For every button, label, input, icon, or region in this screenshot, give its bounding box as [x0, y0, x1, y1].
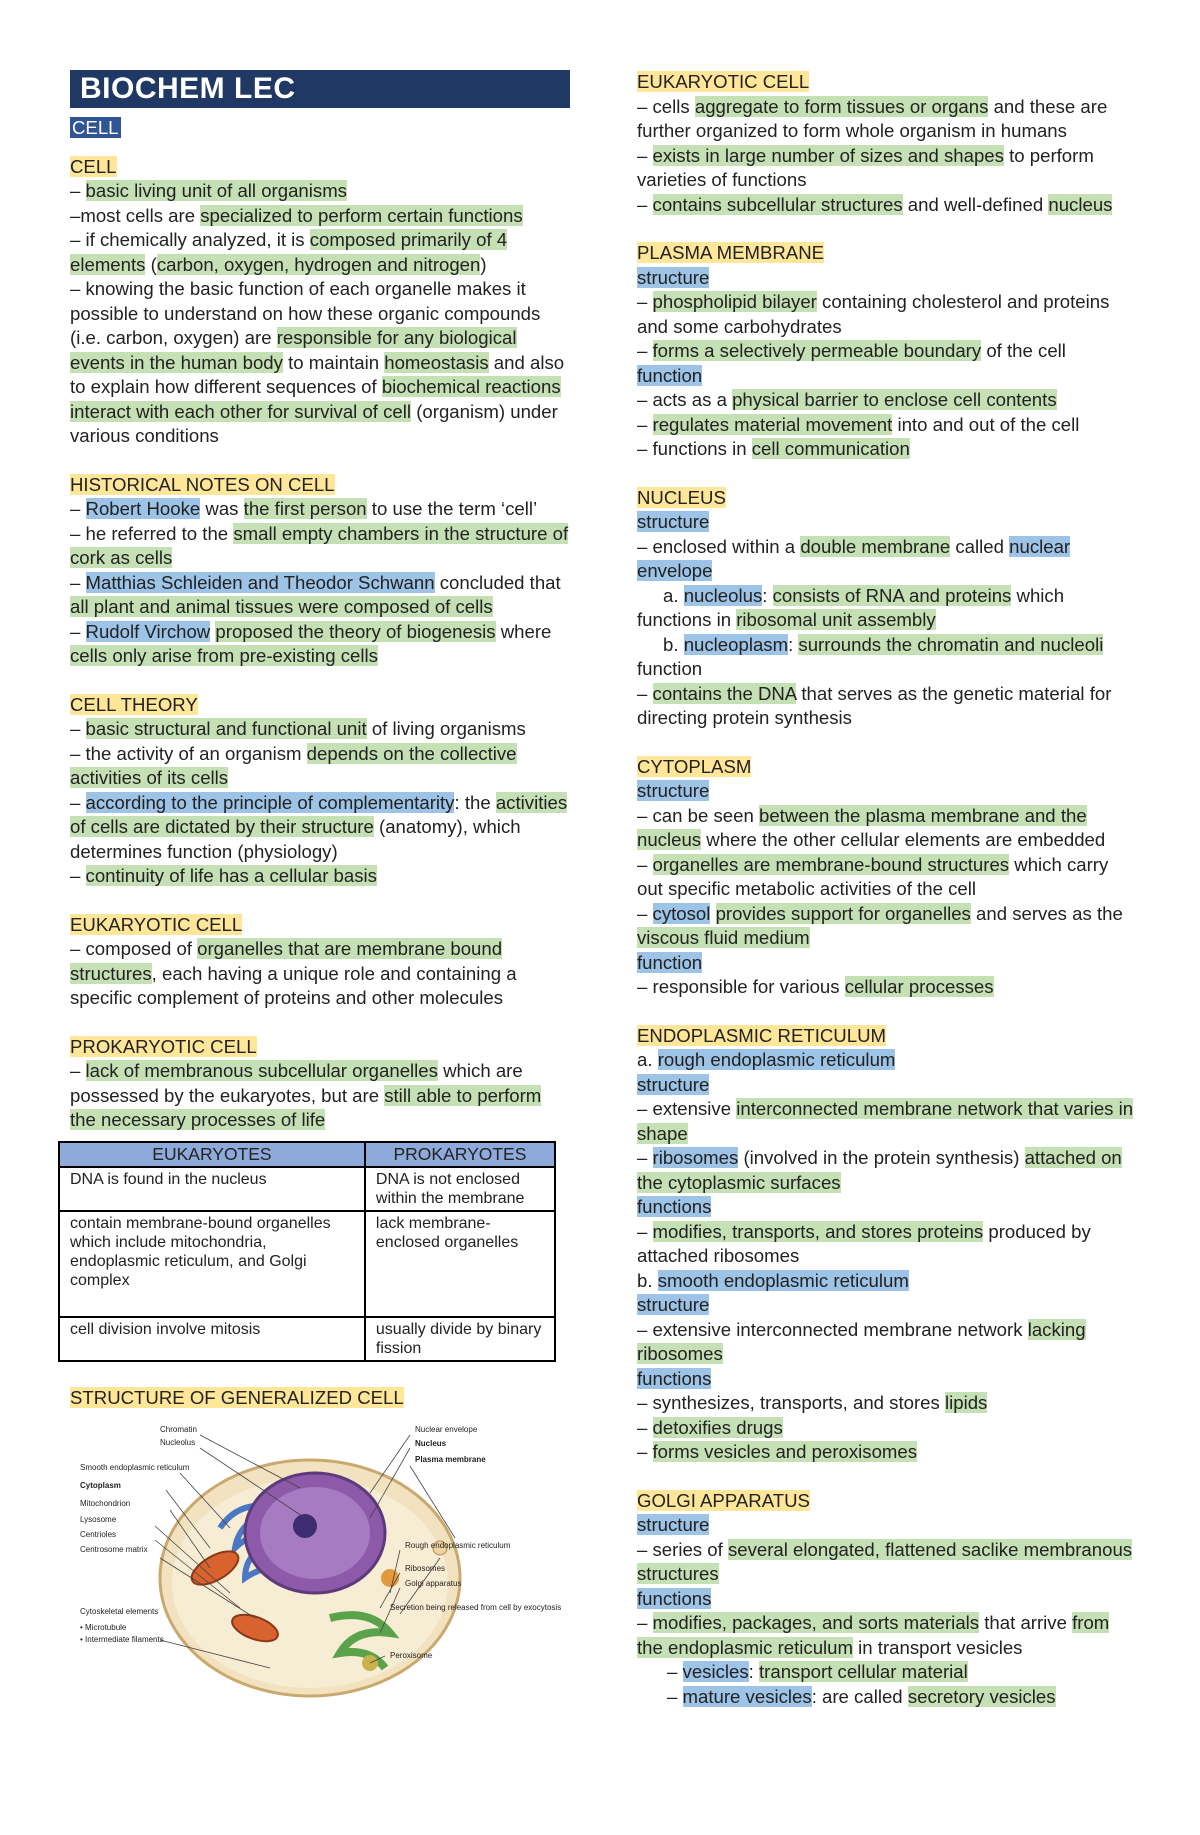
bullet: [637, 1318, 1137, 1367]
text-fragment: nucleolus: [683, 584, 763, 606]
text-fragment: –: [637, 340, 653, 361]
cell-diagram-svg: [70, 1418, 562, 1708]
text-fragment: – knowing the basic function of each organelle makes it possible to understand on how these organic compounds (i.e. carbon, oxygen) are: [70, 278, 541, 348]
table-cell: cell division involve mitosis: [59, 1317, 365, 1361]
text-fragment: and well-defined: [902, 193, 1049, 215]
subheading: function: [637, 364, 703, 386]
text-fragment: lacking ribosomes: [637, 1318, 1086, 1364]
text-fragment: homeostasis: [384, 351, 489, 373]
label-centrosome: Centrosome matrix: [80, 1545, 148, 1554]
text-fragment: –: [70, 180, 86, 201]
bullet: [637, 388, 1137, 413]
text-fragment: –most cells are: [70, 204, 201, 226]
table-cell: DNA is found in the nucleus: [59, 1167, 365, 1211]
bullet: [70, 571, 570, 620]
text-fragment: basic living unit of all organisms: [85, 180, 347, 201]
table-cell: usually divide by binary fission: [365, 1317, 555, 1361]
text-fragment: to maintain: [282, 351, 385, 373]
text-fragment: consists of RNA and proteins: [772, 584, 1012, 606]
text-fragment: rough endoplasmic reticulum: [657, 1049, 896, 1070]
text-fragment: called: [950, 535, 1010, 557]
text-fragment: modifies, packages, and sorts materials: [652, 1612, 980, 1633]
label-peroxisome: Peroxisome: [390, 1651, 433, 1660]
text-fragment: –: [70, 498, 86, 519]
text-fragment: vesicles: [682, 1661, 749, 1682]
text-fragment: all plant and animal tissues were composed of cells: [70, 596, 493, 617]
label-centrioles: Centrioles: [80, 1530, 117, 1539]
bullet: [637, 144, 1137, 193]
subheading: structure: [637, 1073, 710, 1095]
text-fragment: detoxifies drugs: [652, 1416, 783, 1438]
label-golgi: Golgi apparatus: [405, 1579, 462, 1588]
text-fragment: several elongated, flattened saclike membranous structures: [637, 1538, 1133, 1584]
text-fragment: containing cholesterol and proteins and some carbohydrates: [637, 291, 1110, 337]
text-fragment: (involved in the protein synthesis): [738, 1147, 1025, 1168]
label-smooth-er: Smooth endoplasmic reticulum: [80, 1463, 190, 1472]
text-fragment: basic structural and functional unit: [85, 718, 367, 739]
section-heading: EUKARYOTIC CELL: [637, 71, 810, 92]
label-lysosome: Lysosome: [80, 1515, 117, 1524]
text-fragment: small empty chambers in the structure of cork as cells: [70, 522, 569, 568]
section-heading: PROKARYOTIC CELL: [70, 1035, 257, 1057]
label-cytoplasm: Cytoplasm: [80, 1481, 121, 1490]
text-fragment: –: [637, 1441, 653, 1462]
text-fragment: function: [637, 658, 703, 679]
text-fragment: produced by attached ribosomes: [637, 1220, 1091, 1266]
text-fragment: : the: [454, 791, 496, 813]
text-fragment: that serves as the genetic material for directing protein synthesis: [637, 682, 1112, 728]
subsection-label: [637, 1269, 1137, 1294]
section-heading: CELL THEORY: [70, 693, 198, 715]
text-fragment: according to the principle of complementarity: [85, 791, 455, 813]
bullet: [637, 1685, 1137, 1710]
bullet: [637, 1097, 1137, 1146]
comparison-table: [58, 1141, 556, 1362]
text-fragment: – cells: [637, 95, 695, 117]
table-header-row: [59, 1142, 555, 1167]
text-fragment: responsible for any biological events in the human body: [70, 327, 517, 373]
text-fragment: –: [637, 902, 653, 924]
label-ribosomes: Ribosomes: [405, 1564, 446, 1573]
bullet: [637, 1660, 1137, 1685]
cell-diagram: [70, 1418, 562, 1708]
section-heading: CYTOPLASM: [637, 755, 752, 777]
text-fragment: forms a selectively permeable boundary: [652, 340, 982, 361]
text-fragment: –: [70, 718, 86, 739]
bullet: [637, 1220, 1137, 1269]
section-cell-theory: [70, 693, 570, 889]
subsection-label: [637, 1048, 1137, 1073]
bullet: [70, 277, 570, 449]
section-heading: STRUCTURE OF GENERALIZED CELL: [70, 1386, 404, 1408]
section-cell: [70, 155, 570, 449]
text-fragment: phospholipid bilayer: [652, 291, 817, 312]
label-nucleolus: Nucleolus: [160, 1438, 196, 1447]
text-fragment: –: [637, 413, 653, 435]
text-fragment: – can be seen: [637, 804, 759, 826]
text-fragment: the first person: [243, 498, 367, 519]
subheading: functions: [637, 1196, 712, 1217]
subheading: structure: [637, 1294, 710, 1315]
text-fragment: (: [145, 253, 157, 275]
bullet: [70, 864, 570, 889]
text-fragment: between the plasma membrane and the nucleus: [637, 804, 1087, 850]
text-fragment: –: [637, 1147, 653, 1168]
text-fragment: was: [200, 498, 244, 519]
bullet: [70, 204, 570, 229]
text-fragment: specialized to perform certain functions: [200, 204, 523, 226]
text-fragment: (anatomy), which determines function (physiology): [70, 816, 521, 862]
bullet: [70, 717, 570, 742]
text-fragment: where the other cellular elements are embedded: [701, 829, 1106, 850]
text-fragment: cytosol: [652, 902, 711, 924]
bullet: [70, 179, 570, 204]
text-fragment: –: [637, 1612, 653, 1633]
text-fragment: , each having a unique role and containing a specific complement of proteins and other molecules: [70, 962, 517, 1008]
bullet: [637, 1146, 1137, 1195]
text-fragment: continuity of life has a cellular basis: [85, 865, 377, 886]
section-heading: GOLGI APPARATUS: [637, 1489, 810, 1511]
label-plasma-membrane: Plasma membrane: [415, 1455, 486, 1464]
bullet: [70, 937, 570, 1011]
text-fragment: depends on the collective activities of its cells: [70, 742, 517, 788]
right-column: [637, 70, 1137, 1733]
text-fragment: – acts as a: [637, 389, 733, 410]
text-fragment: b.: [637, 1269, 658, 1291]
section-eukaryotic-cell-2: [637, 70, 1137, 217]
section-plasma-membrane: [637, 241, 1137, 462]
bullet: [637, 339, 1137, 364]
text-fragment: –: [70, 791, 86, 813]
bullet: [637, 1440, 1137, 1465]
text-fragment: –: [637, 853, 653, 875]
bullet: [637, 1416, 1137, 1441]
section-eukaryotic-cell: [70, 913, 570, 1011]
nucleoplasm-shape: [260, 1487, 370, 1579]
text-fragment: transport cellular material: [759, 1661, 968, 1682]
table-row: [59, 1167, 555, 1211]
text-fragment: cell communication: [751, 438, 910, 459]
text-fragment: in transport vesicles: [853, 1636, 1023, 1658]
text-fragment: regulates material movement: [652, 413, 893, 435]
text-fragment: –: [70, 620, 86, 642]
section-heading: CELL: [70, 155, 117, 177]
section-heading: HISTORICAL NOTES ON CELL: [70, 473, 335, 495]
subheading: structure: [637, 780, 710, 801]
left-column: [70, 70, 570, 1708]
label-chromatin: Chromatin: [160, 1425, 197, 1434]
text-fragment: of the cell: [981, 340, 1066, 361]
text-fragment: – synthesizes, transports, and stores: [637, 1392, 945, 1413]
text-fragment: viscous fluid medium: [637, 927, 810, 948]
text-fragment: Matthias Schleiden and Theodor Schwann: [85, 571, 435, 593]
section-heading: EUKARYOTIC CELL: [70, 913, 243, 935]
text-fragment: which are possessed by the eukaryotes, but are: [70, 1060, 523, 1106]
text-fragment: – extensive: [637, 1098, 737, 1119]
column-header: EUKARYOTES: [59, 1142, 365, 1167]
text-fragment: cellular processes: [844, 976, 994, 997]
text-fragment: modifies, transports, and stores proteins: [652, 1220, 984, 1242]
text-fragment: –: [637, 291, 653, 312]
text-fragment: secretory vesicles: [907, 1685, 1056, 1707]
text-fragment: mature vesicles: [682, 1685, 812, 1707]
text-fragment: contains the DNA: [652, 682, 797, 704]
text-fragment: biochemical reactions interact with each other for survival of cell: [70, 376, 561, 422]
subheading: structure: [637, 1514, 710, 1535]
text-fragment: (organism) under various conditions: [70, 400, 558, 446]
text-fragment: :: [748, 1661, 759, 1682]
text-fragment: double membrane: [800, 535, 951, 557]
label-nuclear-envelope: Nuclear envelope: [415, 1425, 478, 1434]
text-fragment: ribosomes: [652, 1147, 739, 1168]
bullet: [637, 633, 1137, 682]
bullet: [70, 228, 570, 277]
text-fragment: physical barrier to enclose cell contents: [732, 389, 1057, 410]
section-heading: ENDOPLASMIC RETICULUM: [637, 1024, 886, 1046]
text-fragment: ): [480, 253, 487, 275]
text-fragment: –: [667, 1685, 683, 1707]
text-fragment: from the endoplasmic reticulum: [637, 1612, 1110, 1658]
text-fragment: –: [637, 144, 653, 166]
text-fragment: –: [667, 1661, 683, 1682]
bullet: [637, 902, 1137, 951]
text-fragment: : are called: [811, 1685, 908, 1707]
text-fragment: organelles that are membrane bound structures: [70, 938, 503, 984]
text-fragment: forms vesicles and peroxisomes: [652, 1441, 918, 1462]
document-title: BIOCHEM LEC: [70, 70, 570, 108]
text-fragment: which functions in: [637, 584, 1065, 630]
text-fragment: –: [637, 1416, 653, 1438]
text-fragment: –: [637, 193, 653, 215]
section-endoplasmic-reticulum: [637, 1024, 1137, 1465]
text-fragment: proposed the theory of biogenesis: [215, 620, 496, 642]
subheading: functions: [637, 1587, 712, 1609]
text-fragment: – if chemically analyzed, it is: [70, 229, 310, 250]
bullet: [637, 682, 1137, 731]
lysosome-shape: [381, 1569, 399, 1587]
text-fragment: –: [637, 682, 653, 704]
section-golgi-apparatus: [637, 1489, 1137, 1710]
bullet: [637, 1538, 1137, 1587]
bullet: [70, 742, 570, 791]
text-fragment: ribosomal unit assembly: [736, 609, 936, 630]
bullet: [637, 1391, 1137, 1416]
text-fragment: – the activity of an organism: [70, 742, 307, 764]
table-cell: lack membrane-enclosed organelles: [365, 1211, 555, 1317]
text-fragment: that arrive: [979, 1612, 1073, 1633]
text-fragment: –: [70, 571, 86, 593]
bullet: [70, 497, 570, 522]
text-fragment: –: [637, 1220, 653, 1242]
bullet: [70, 791, 570, 865]
bullet: [637, 804, 1137, 853]
text-fragment: attached on the cytoplasmic surfaces: [637, 1147, 1122, 1193]
subheading: structure: [637, 266, 710, 288]
text-fragment: :: [762, 584, 773, 606]
section-heading: NUCLEUS: [637, 486, 726, 508]
text-fragment: into and out of the cell: [892, 413, 1080, 435]
label-secretion: Secretion being released from cell by exocytosis: [390, 1603, 562, 1612]
text-fragment: activities of cells are dictated by their structure: [70, 791, 568, 837]
label-mitochondrion: Mitochondrion: [80, 1499, 131, 1508]
bullet: [637, 290, 1137, 339]
section-history: [70, 473, 570, 669]
text-fragment: – responsible for various: [637, 976, 845, 997]
bullet: [637, 1611, 1137, 1660]
text-fragment: nucleus: [1048, 193, 1113, 215]
label-microtubule: • Microtubule: [80, 1623, 127, 1632]
text-fragment: a.: [663, 584, 684, 606]
label-rough-er: Rough endoplasmic reticulum: [405, 1541, 511, 1550]
section-heading: PLASMA MEMBRANE: [637, 242, 825, 263]
text-fragment: –: [70, 865, 86, 886]
text-fragment: a.: [637, 1049, 658, 1070]
table-cell: contain membrane-bound organelles which include mitochondria, endoplasmic reticulum, and Golgi complex: [59, 1211, 365, 1317]
subheading: functions: [637, 1367, 712, 1389]
text-fragment: b.: [663, 633, 684, 655]
bullet: [637, 853, 1137, 902]
label-intermediate: • Intermediate filaments: [80, 1635, 164, 1644]
bullet: [637, 975, 1137, 1000]
text-fragment: – enclosed within a: [637, 535, 801, 557]
text-fragment: – functions in: [637, 438, 752, 459]
section-nucleus: [637, 486, 1137, 731]
text-fragment: carbon, oxygen, hydrogen and nitrogen: [156, 253, 481, 275]
bullet: [637, 437, 1137, 462]
text-fragment: contains subcellular structures: [652, 193, 903, 215]
text-fragment: interconnected membrane network that varies in shape: [637, 1098, 1134, 1144]
text-fragment: – he referred to the: [70, 522, 234, 544]
table-cell: DNA is not enclosed within the membrane: [365, 1167, 555, 1211]
text-fragment: Robert Hooke: [85, 498, 201, 519]
bullet: [637, 584, 1137, 633]
bullet: [70, 620, 570, 669]
text-fragment: where: [495, 620, 552, 642]
text-fragment: lack of membranous subcellular organelles: [85, 1060, 438, 1081]
text-fragment: concluded that: [434, 571, 561, 593]
subheading: function: [637, 951, 703, 973]
text-fragment: Rudolf Virchow: [85, 620, 211, 642]
label-nucleus: Nucleus: [415, 1439, 447, 1448]
text-fragment: of living organisms: [366, 718, 526, 739]
bullet: [637, 535, 1137, 584]
text-fragment: – composed of: [70, 938, 198, 959]
bullet: [637, 193, 1137, 218]
text-fragment: lipids: [944, 1392, 988, 1413]
text-fragment: organelles are membrane-bound structures: [652, 853, 1010, 875]
text-fragment: nucleoplasm: [683, 633, 789, 655]
text-fragment: and these are further organized to form whole organism in humans: [637, 95, 1108, 141]
text-fragment: nuclear envelope: [637, 535, 1071, 581]
text-fragment: smooth endoplasmic reticulum: [657, 1269, 909, 1291]
text-fragment: – extensive interconnected membrane network: [637, 1318, 1028, 1340]
text-fragment: and serves as the: [970, 902, 1123, 924]
label-cytoskeletal: Cytoskeletal elements: [80, 1607, 159, 1616]
text-fragment: [710, 903, 715, 924]
text-fragment: exists in large number of sizes and shapes: [652, 144, 1004, 166]
text-fragment: aggregate to form tissues or organs: [694, 95, 989, 117]
text-fragment: still able to perform the necessary processes of life: [70, 1084, 542, 1130]
subheading: structure: [637, 511, 710, 532]
text-fragment: cells only arise from pre-existing cells: [70, 645, 378, 666]
text-fragment: provides support for organelles: [715, 902, 971, 924]
text-fragment: to perform varieties of functions: [637, 144, 1094, 190]
bullet: [637, 413, 1137, 438]
text-fragment: composed primarily of 4 elements: [70, 229, 508, 275]
table-row: [59, 1211, 555, 1317]
column-header: PROKARYOTES: [365, 1142, 555, 1167]
text-fragment: –: [70, 1060, 86, 1081]
text-fragment: which carry out specific metabolic activities of the cell: [637, 853, 1109, 899]
text-fragment: :: [788, 633, 799, 655]
text-fragment: surrounds the chromatin and nucleoli: [798, 633, 1104, 655]
bullet: [70, 522, 570, 571]
bullet: [637, 95, 1137, 144]
text-fragment: and also to explain how different sequences of: [70, 351, 565, 397]
cell-tag: CELL: [72, 117, 119, 138]
text-fragment: to use the term ‘cell’: [366, 498, 538, 519]
section-prokaryotic-cell: [70, 1035, 570, 1133]
text-fragment: – series of: [637, 1538, 728, 1560]
section-cytoplasm: [637, 755, 1137, 1000]
table-row: [59, 1317, 555, 1361]
bullet: [70, 1059, 570, 1133]
